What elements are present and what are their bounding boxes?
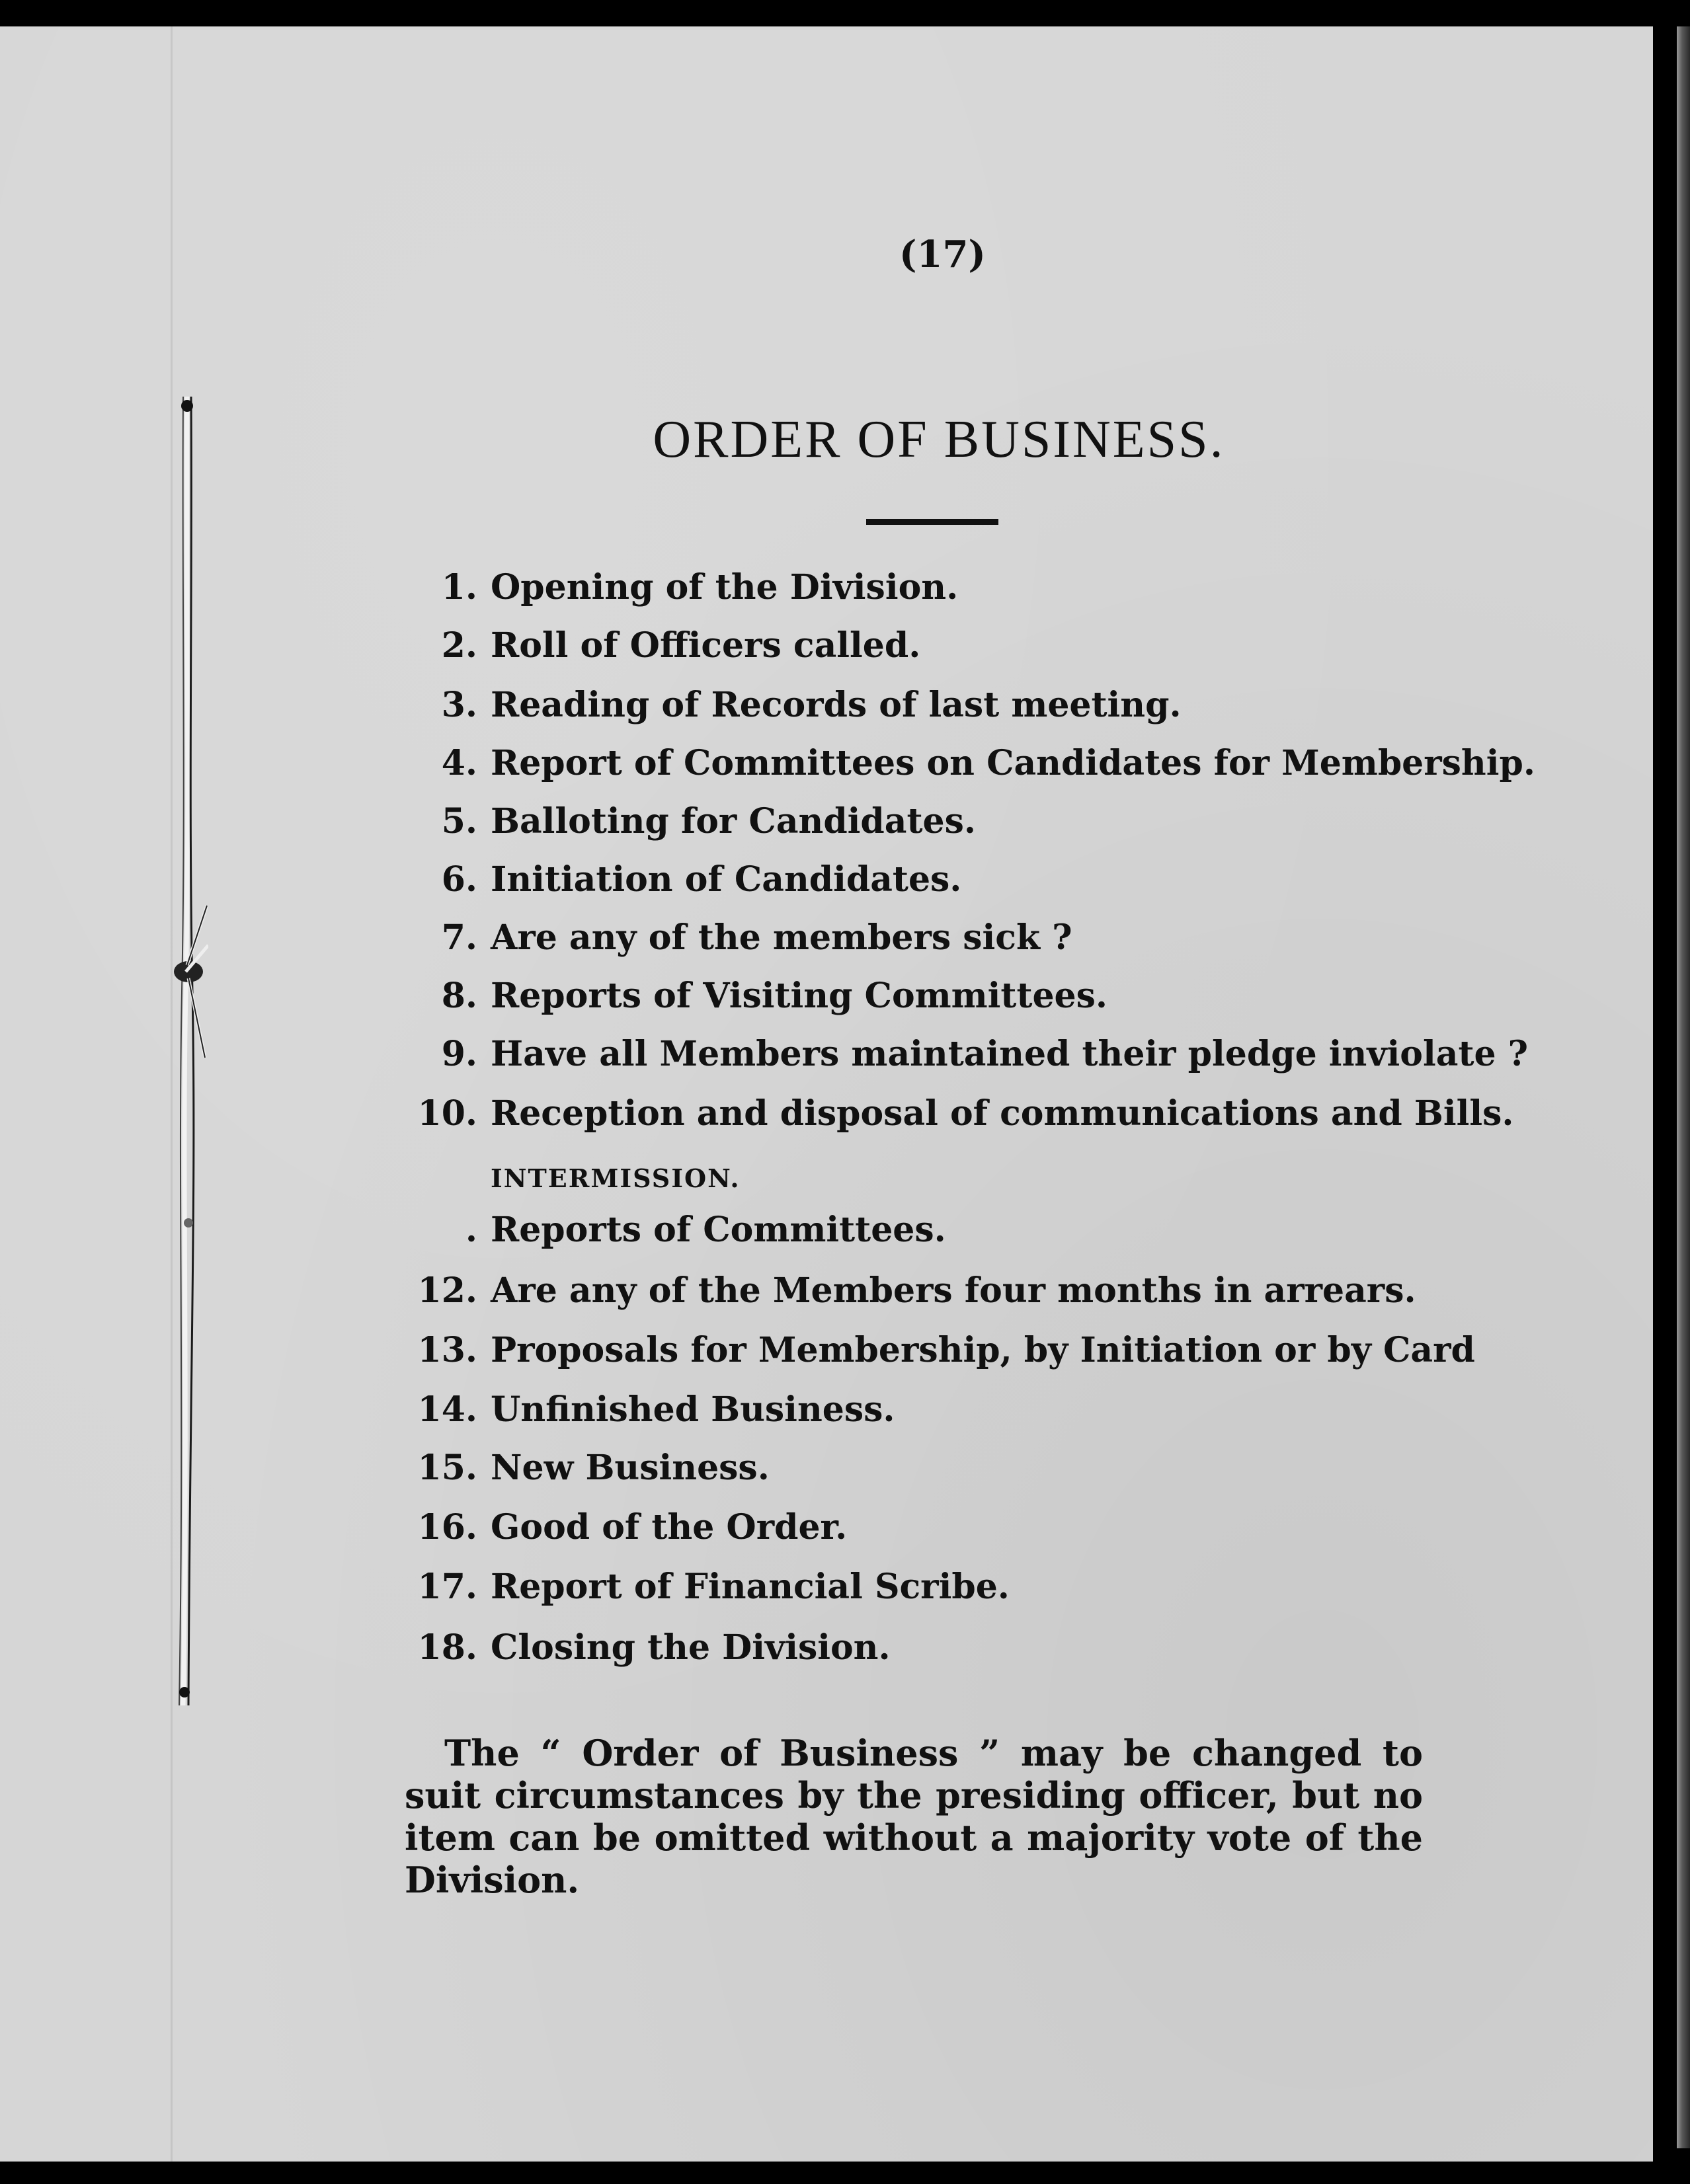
- item-number: 1.: [441, 567, 477, 607]
- list-item: [390, 917, 1072, 964]
- footnote-paragraph: The “ Order of Business ” may be changed to suit circumstances by the presiding officer, but no item can be omitted without a majority vote of the Division.: [405, 1732, 1423, 1901]
- page-title: ORDER OF BUSINESS.: [653, 410, 1225, 469]
- list-item: [390, 625, 920, 672]
- list-item: [390, 976, 1107, 1022]
- item-text: Report of Financial Scribe.: [491, 1567, 1010, 1607]
- item-text: Initiation of Candidates.: [491, 859, 962, 900]
- item-number: 5.: [441, 801, 477, 841]
- item-text: Are any of the Members four months in arrears.: [491, 1270, 1416, 1311]
- item-number: 16.: [417, 1507, 477, 1547]
- list-item: [390, 1034, 1528, 1080]
- item-text: Have all Members maintained their pledge inviolate ?: [491, 1034, 1529, 1074]
- item-text: Reception and disposal of communications and Bills.: [491, 1093, 1514, 1134]
- list-item: [390, 1330, 1475, 1376]
- item-text: Closing the Division.: [491, 1627, 891, 1668]
- item-text: Opening of the Division.: [491, 567, 959, 607]
- item-text: Report of Committees on Candidates for Membership.: [491, 743, 1535, 783]
- item-number: 4.: [441, 743, 477, 783]
- item-number: 12.: [417, 1270, 477, 1311]
- page-number: (17): [899, 233, 986, 276]
- item-text: Reading of Records of last meeting.: [491, 685, 1182, 725]
- item-number: 10.: [417, 1093, 477, 1134]
- list-item: [390, 1507, 847, 1553]
- list-item: [390, 1448, 770, 1494]
- page-edge: [1677, 26, 1690, 2148]
- item-number: 18.: [417, 1627, 477, 1668]
- item-text: Balloting for Candidates.: [491, 801, 976, 841]
- item-number: 15.: [417, 1448, 477, 1488]
- item-number: 3.: [441, 685, 477, 725]
- item-number: .: [465, 1210, 477, 1250]
- list-item: [390, 1093, 1513, 1140]
- item-number: 2.: [441, 625, 477, 666]
- list-item: [390, 1270, 1416, 1317]
- item-text: Are any of the members sick ?: [491, 917, 1072, 958]
- item-number: 13.: [417, 1330, 477, 1370]
- list-item: [390, 1567, 1010, 1613]
- item-text: Unfinished Business.: [491, 1389, 895, 1430]
- list-item: [390, 1389, 895, 1436]
- item-number: 6.: [441, 859, 477, 900]
- list-item: [390, 743, 1535, 789]
- item-number: 14.: [417, 1389, 477, 1430]
- list-item: [390, 1210, 946, 1256]
- list-item: [390, 801, 976, 847]
- item-text: Roll of Officers called.: [491, 625, 921, 666]
- item-number: 8.: [441, 976, 477, 1016]
- item-text: New Business.: [491, 1448, 770, 1488]
- item-number: 7.: [441, 917, 477, 958]
- binding-thread-icon: [169, 397, 208, 1705]
- item-number: 17.: [417, 1567, 477, 1607]
- list-item: [390, 1627, 891, 1674]
- item-text: Good of the Order.: [491, 1507, 848, 1547]
- item-text: Reports of Committees.: [491, 1210, 946, 1250]
- item-text: Reports of Visiting Committees.: [491, 976, 1108, 1016]
- item-text: Proposals for Membership, by Initiation or by Card: [491, 1330, 1475, 1370]
- list-item: [390, 567, 958, 613]
- title-rule: [866, 519, 998, 525]
- list-item: [390, 859, 961, 906]
- intermission-heading: INTERMISSION.: [491, 1163, 741, 1193]
- list-item: [390, 685, 1182, 731]
- item-number: 9.: [441, 1034, 477, 1074]
